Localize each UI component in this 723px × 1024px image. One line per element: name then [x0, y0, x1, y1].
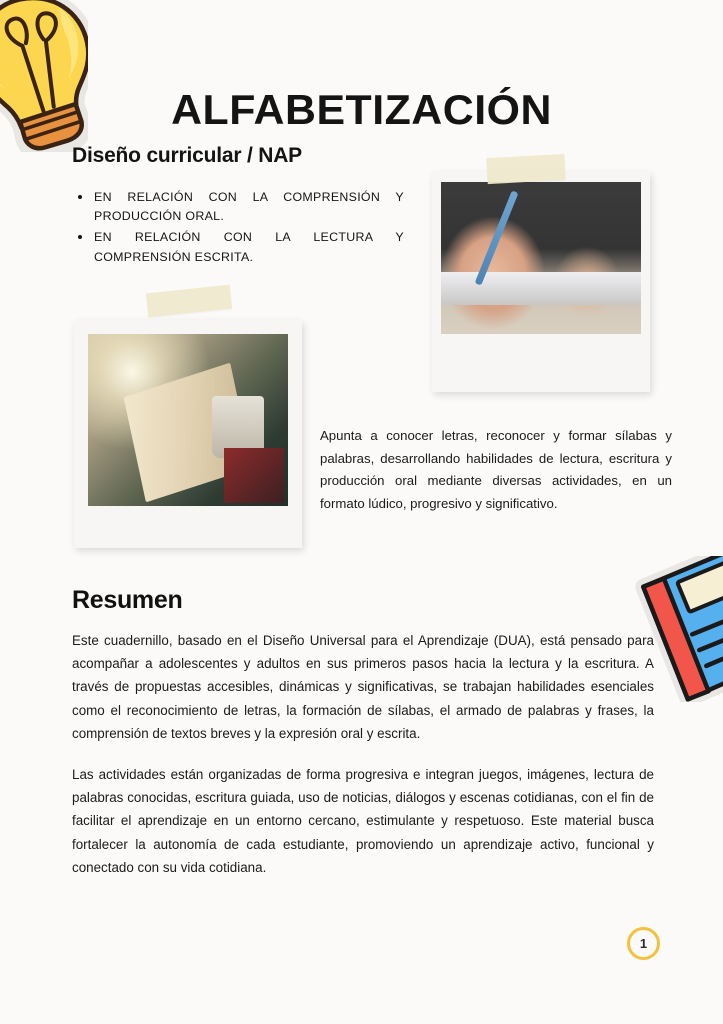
intro-paragraph: Apunta a conocer letras, reconocer y formar sílabas y palabras, desarrollando habilidades de lectura, escritura y producción oral mediante diversas actividades, en un formato lúdico, progresivo y significativo.: [320, 428, 672, 512]
resumen-body: [72, 629, 654, 879]
photo-reading-book: [74, 320, 302, 548]
writing-illustration: [441, 182, 641, 334]
nap-bullet-list: [74, 188, 404, 269]
page-subtitle: Diseño curricular / NAP: [72, 144, 302, 167]
list-item: EN RELACIÓN CON LA LECTURA Y COMPRENSIÓN ESCRITA.: [74, 228, 404, 266]
page-number-badge: [627, 927, 660, 960]
tape-strip-writing: [486, 154, 565, 184]
tape-strip-reading: [146, 285, 232, 318]
page-number-value: 1: [639, 936, 648, 951]
resumen-heading: Resumen: [72, 586, 183, 614]
photo-writing-hand: [432, 172, 650, 392]
plaid-sleeve: [224, 448, 284, 503]
photo-reading-book-image: [88, 334, 288, 506]
reading-illustration: [88, 334, 288, 506]
notebook-paper: [441, 272, 641, 305]
list-item: EN RELACIÓN CON LA COMPRENSIÓN Y PRODUCCIÓN ORAL.: [74, 188, 404, 226]
resumen-paragraph-1: Este cuadernillo, basado en el Diseño Universal para el Aprendizaje (DUA), está pensado para acompañar a adolescentes y adultos en sus primeros pasos hacia la lectura y la escritura. A través de propuestas accesibles, dinámicas y significativas, se trabajan habilidades esenciales como el reconocimiento de letras, la formación de sílabas, el armado de palabras y frases, la comprensión de textos breves y la expresión oral y escrita.: [72, 633, 654, 741]
photo-writing-hand-image: [441, 182, 641, 334]
resumen-paragraph-2: Las actividades están organizadas de forma progresiva e integran juegos, imágenes, lectura de palabras conocidas, escritura guiada, uso de noticias, diálogos y escenas cotidianas, con el fin de facilitar el aprendizaje en un entorno cercano, estimulante y respetuoso. Este material busca fortalecer la autonomía de cada estudiante, promoviendo un aprendizaje activo, funcional y conectado con su vida cotidiana.: [72, 766, 654, 875]
page-title: ALFABETIZACIÓN: [171, 86, 552, 133]
book-icon: [629, 556, 723, 702]
